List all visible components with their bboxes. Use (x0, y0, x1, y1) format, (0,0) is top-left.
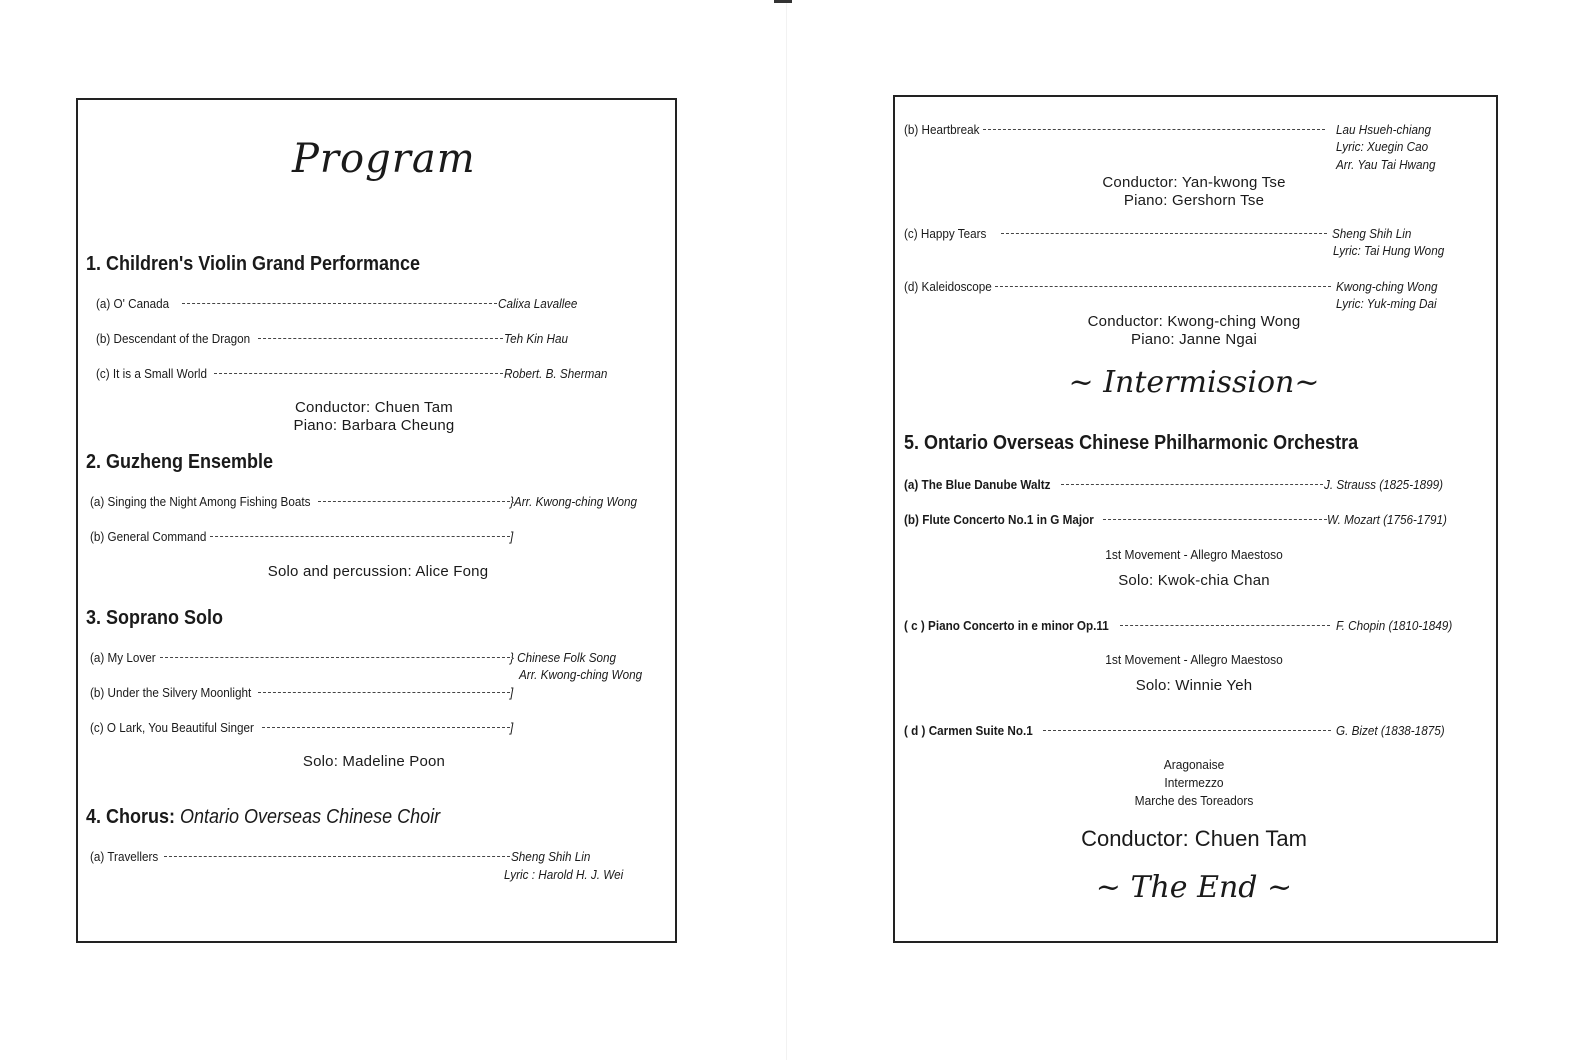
item-1b: (b) Descendant of the Dragon (96, 331, 251, 346)
composer-3a: } Chinese Folk Song (510, 650, 617, 665)
dash-heartbreak (983, 129, 1325, 130)
item-5a: (a) The Blue Danube Waltz (904, 477, 1051, 492)
item-3b: (b) Under the Silvery Moonlight (90, 685, 252, 700)
movement-chopin: 1st Movement - Allegro Maestoso (1105, 652, 1283, 667)
section-1-heading: 1. Children's Violin Grand Performance (86, 253, 421, 275)
section-1-conductor: Conductor: Chuen Tam (295, 399, 453, 416)
composer-5c: F. Chopin (1810-1849) (1336, 618, 1453, 633)
item-5d: ( d ) Carmen Suite No.1 (904, 723, 1033, 738)
dash-1a (182, 303, 497, 304)
conductor-tse: Conductor: Yan-kwong Tse (1102, 174, 1286, 191)
item-5c: ( c ) Piano Concerto in e minor Op.11 (904, 618, 1109, 633)
left-page (76, 98, 677, 943)
item-2a: (a) Singing the Night Among Fishing Boats (90, 494, 311, 509)
section-5-heading: 5. Ontario Overseas Chinese Philharmonic Orchestra (904, 432, 1359, 454)
composer-2a: }Arr. Kwong-ching Wong (510, 494, 638, 509)
composer-5d: G. Bizet (1838-1875) (1336, 723, 1445, 738)
the-end-title: ~ The End ~ (1095, 870, 1293, 905)
lyric-kaleidoscope: Lyric: Yuk-ming Dai (1336, 296, 1437, 311)
dash-kaleidoscope (995, 286, 1331, 287)
section-3-solo: Solo: Madeline Poon (302, 753, 446, 770)
composer-1a: Calixa Lavallee (498, 296, 578, 311)
section-1-piano: Piano: Barbara Cheung (293, 417, 455, 434)
lyric-heartbreak: Lyric: Xuegin Cao (1336, 139, 1429, 154)
composer-4a: Sheng Shih Lin (511, 849, 591, 864)
item-3a: (a) My Lover (90, 650, 156, 665)
dash-3a (160, 657, 510, 658)
bracket-2b: ] (510, 529, 514, 544)
program-title: Program (292, 136, 476, 182)
solo-mozart: Solo: Kwok-chia Chan (1118, 572, 1270, 589)
section-2-solo: Solo and percussion: Alice Fong (267, 563, 489, 580)
section-2-heading: 2. Guzheng Ensemble (86, 451, 274, 473)
carmen-movement-1: Aragonaise (1163, 757, 1225, 772)
page-fold (786, 0, 787, 1060)
item-2b: (b) General Command (90, 529, 207, 544)
piano-tse: Piano: Gershorn Tse (1123, 192, 1265, 209)
solo-chopin: Solo: Winnie Yeh (1135, 677, 1253, 694)
dash-1b (258, 338, 503, 339)
lyric-happy-tears: Lyric: Tai Hung Wong (1333, 243, 1445, 258)
dash-5d (1043, 730, 1331, 731)
lyric-4a: Lyric : Harold H. J. Wei (504, 867, 624, 882)
conductor-wong: Conductor: Kwong-ching Wong (1087, 313, 1301, 330)
section-4-heading-bold: 4. Chorus: (86, 806, 176, 828)
fold-mark (774, 0, 792, 3)
composer-heartbreak: Lau Hsueh-chiang (1336, 122, 1431, 137)
arr-heartbreak: Arr. Yau Tai Hwang (1336, 157, 1436, 172)
dash-3c (262, 727, 510, 728)
composer-5b: W. Mozart (1756-1791) (1327, 512, 1447, 527)
intermission-title: ~ Intermission~ (1068, 365, 1320, 400)
composer-5a: J. Strauss (1825-1899) (1324, 477, 1444, 492)
composer-1b: Teh Kin Hau (504, 331, 568, 346)
carmen-movement-3: Marche des Toreadors (1134, 793, 1254, 808)
dash-5a (1061, 484, 1323, 485)
section-3-heading: 3. Soprano Solo (86, 607, 224, 629)
dash-1c (214, 373, 503, 374)
dash-2a (318, 501, 510, 502)
composer-3a-arr: Arr. Kwong-ching Wong (519, 667, 643, 682)
movement-mozart: 1st Movement - Allegro Maestoso (1105, 547, 1283, 562)
bracket-3c: ] (510, 720, 514, 735)
right-page (893, 95, 1498, 943)
dash-5b (1103, 519, 1327, 520)
item-c-happy-tears: (c) Happy Tears (904, 226, 987, 241)
item-1a: (a) O' Canada (96, 296, 170, 311)
item-1c: (c) It is a Small World (96, 366, 207, 381)
item-b-heartbreak: (b) Heartbreak (904, 122, 980, 137)
dash-4a (164, 856, 510, 857)
item-3c: (c) O Lark, You Beautiful Singer (90, 720, 254, 735)
composer-happy-tears: Sheng Shih Lin (1332, 226, 1412, 241)
final-conductor: Conductor: Chuen Tam (1081, 826, 1307, 851)
composer-1c: Robert. B. Sherman (504, 366, 608, 381)
bracket-3b: ] (510, 685, 514, 700)
carmen-movement-2: Intermezzo (1164, 775, 1224, 790)
section-4-heading (86, 806, 440, 829)
dash-5c (1120, 625, 1330, 626)
item-4a: (a) Travellers (90, 849, 159, 864)
dash-2b (210, 536, 510, 537)
dash-happy-tears (1001, 233, 1327, 234)
composer-kaleidoscope: Kwong-ching Wong (1336, 279, 1438, 294)
dash-3b (258, 692, 510, 693)
item-d-kaleidoscope: (d) Kaleidoscope (904, 279, 992, 294)
item-5b: (b) Flute Concerto No.1 in G Major (904, 512, 1094, 527)
piano-ngai: Piano: Janne Ngai (1131, 331, 1257, 348)
section-4-heading-italic: Ontario Overseas Chinese Choir (180, 806, 441, 828)
